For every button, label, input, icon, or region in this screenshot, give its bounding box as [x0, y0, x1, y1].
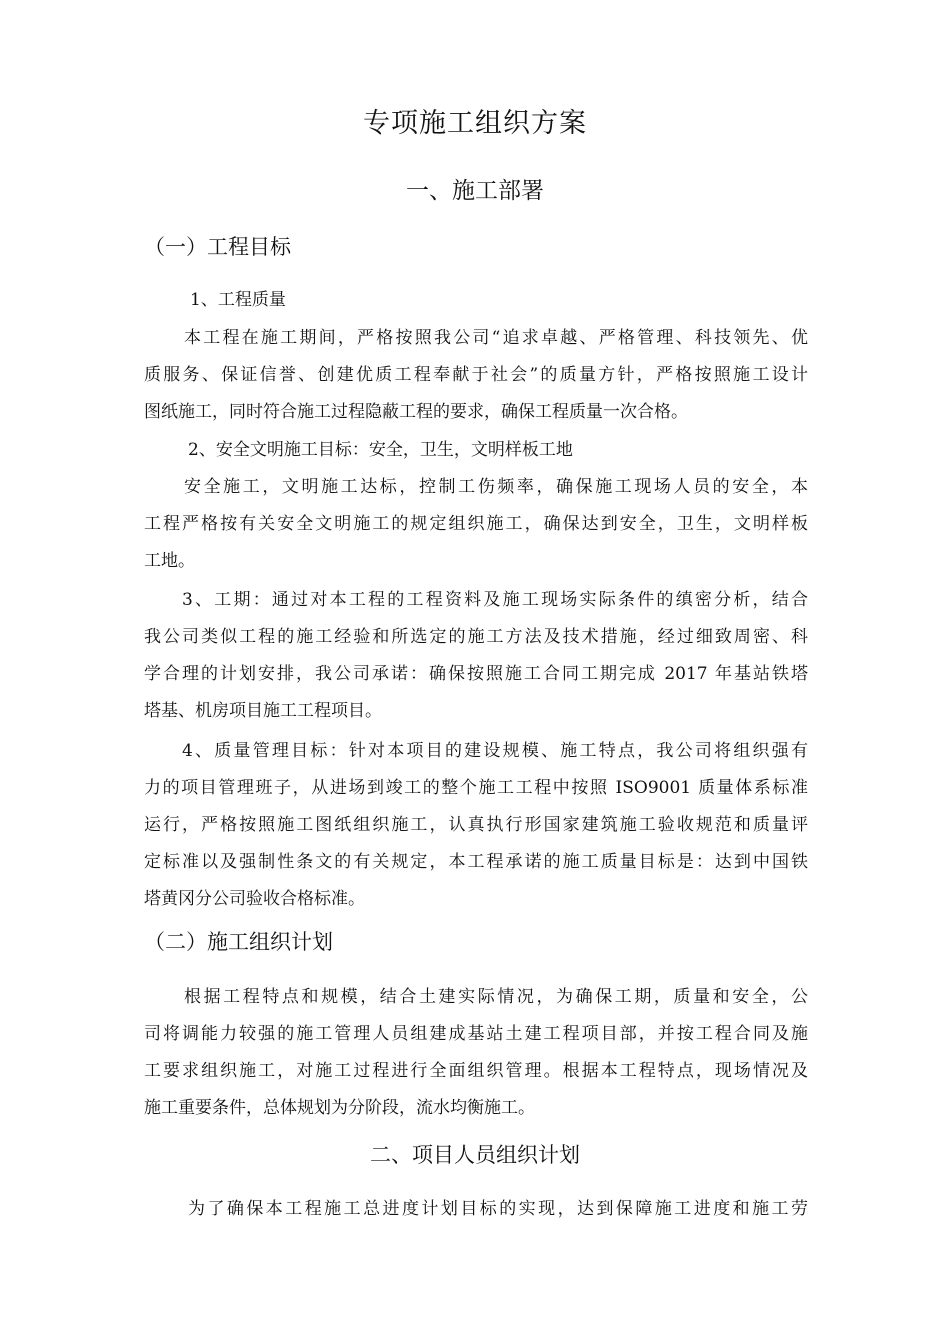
document-title: 专项施工组织方案: [363, 108, 587, 139]
paragraph-line: 为了确保本工程施工总进度计划目标的实现，达到保障施工进度和施工劳: [188, 1199, 808, 1219]
paragraph-line: 根据工程特点和规模，结合土建实际情况，为确保工期，质量和安全，公: [184, 987, 808, 1007]
paragraph-line: 图纸施工，同时符合施工过程隐蔽工程的要求，确保工程质量一次合格。: [144, 402, 688, 422]
paragraph-line: 安全施工，文明施工达标，控制工伤频率，确保施工现场人员的安全，本: [184, 477, 808, 497]
paragraph-safety: [144, 469, 808, 580]
paragraph-construction-plan: [144, 979, 808, 1127]
paragraph-line: 定标准以及强制性条文的有关规定，本工程承诺的施工质量目标是：达到中国铁: [144, 852, 808, 872]
paragraph-line: 工要求组织施工，对施工过程进行全面组织管理。根据本工程特点，现场情况及: [144, 1061, 808, 1081]
paragraph-line: 本工程在施工期间，严格按照我公司“追求卓越、严格管理、科技领先、优: [184, 328, 808, 348]
paragraph-line: 运行，严格按照施工图纸组织施工，认真执行形国家建筑施工验收规范和质量评: [144, 815, 808, 835]
section-heading-personnel-plan: 二、项目人员组织计划: [370, 1143, 580, 1167]
paragraph-line: 质服务、保证信誉、创建优质工程奉献于社会”的质量方针，严格按照施工设计: [144, 365, 808, 385]
subsection-heading-project-goals: （一）工程目标: [144, 235, 291, 259]
section-heading-construction-deployment: 一、施工部署: [406, 178, 544, 204]
paragraph-line: 司将调能力较强的施工管理人员组建成基站土建工程项目部，并按工程合同及施: [144, 1024, 808, 1044]
paragraph-line: 学合理的计划安排，我公司承诺：确保按照施工合同工期完成 2017 年基站铁塔: [144, 664, 808, 684]
paragraph-line: 工地。: [144, 551, 195, 571]
paragraph-line: 力的项目管理班子，从进场到竣工的整个施工工程中按照 ISO9001 质量体系标准: [144, 778, 808, 798]
paragraph-line: 塔基、机房项目施工工程项目。: [144, 701, 382, 721]
paragraph-line: 4、质量管理目标：针对本项目的建设规模、施工特点，我公司将组织强有: [182, 741, 808, 761]
paragraph-line: 3、工期：通过对本工程的工程资料及施工现场实际条件的缜密分析，结合: [182, 590, 808, 610]
item-heading-safety: 2、安全文明施工目标：安全，卫生，文明样板工地: [188, 440, 573, 460]
paragraph-personnel-plan: [144, 1191, 808, 1228]
subsection-heading-construction-plan: （二）施工组织计划: [144, 930, 333, 954]
paragraph-line: 我公司类似工程的施工经验和所选定的施工方法及技术措施，经过细致周密、科: [144, 627, 808, 647]
paragraph-quality-management: [144, 733, 808, 918]
paragraph-line: 工程严格按有关安全文明施工的规定组织施工，确保达到安全，卫生，文明样板: [144, 514, 808, 534]
item-heading-quality: 1、工程质量: [190, 290, 286, 310]
paragraph-quality: [144, 320, 808, 431]
paragraph-line: 塔黄冈分公司验收合格标准。: [144, 889, 365, 909]
paragraph-schedule: [144, 582, 808, 730]
paragraph-line: 施工重要条件，总体规划为分阶段，流水均衡施工。: [144, 1098, 535, 1118]
